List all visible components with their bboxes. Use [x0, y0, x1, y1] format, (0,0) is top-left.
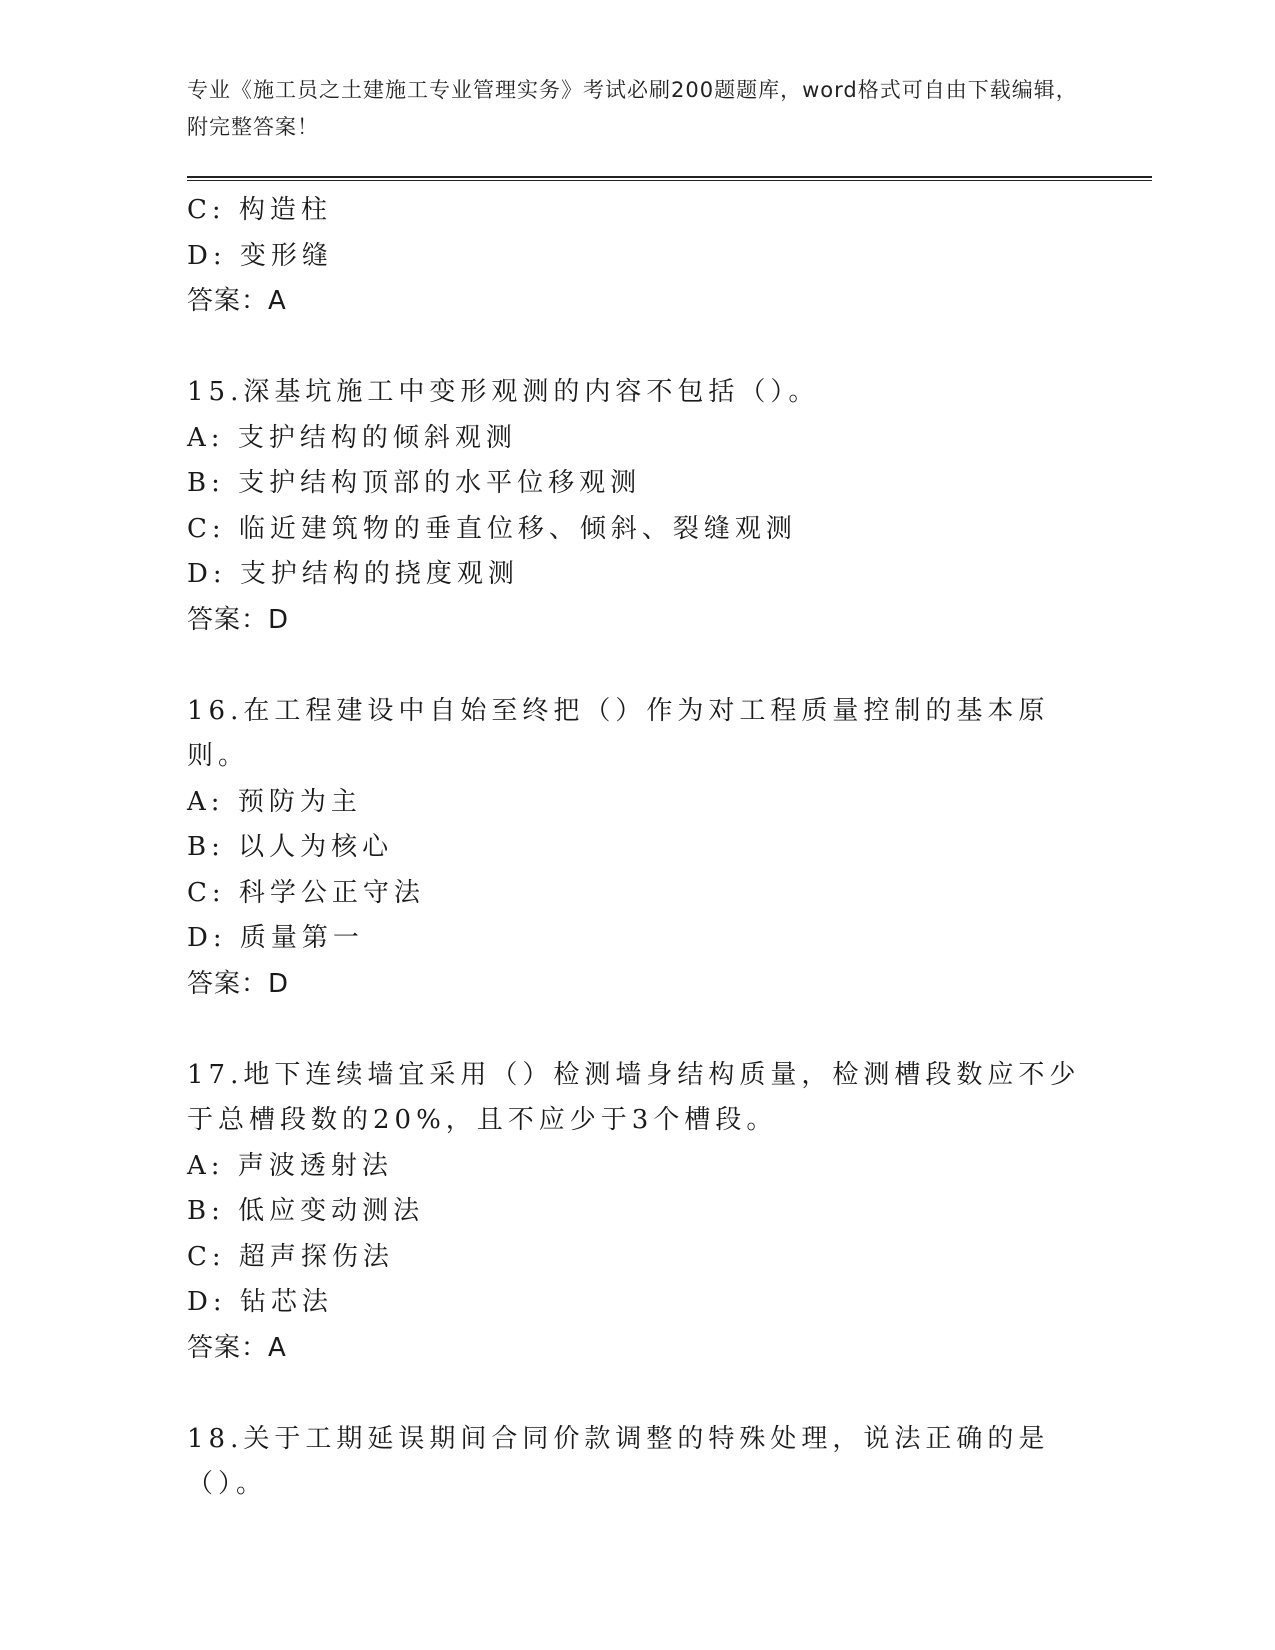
option-label: B: [187, 1196, 225, 1226]
option-text: 科学公正守法 [238, 877, 425, 908]
option-text: 钻芯法 [239, 1287, 333, 1317]
option-d [187, 1280, 1147, 1326]
option-b [187, 825, 1147, 871]
question-18 [187, 1417, 1147, 1508]
option-text: 超声探伤法 [238, 1241, 394, 1272]
option-label: A: [187, 1150, 225, 1181]
option-text: 支护结构的挠度观测 [239, 559, 519, 589]
option-text: 构造柱 [238, 195, 332, 225]
question-17 [187, 1053, 1147, 1372]
option-text: 以人为核心 [238, 832, 394, 862]
option-text: 支护结构顶部的水平位移观测 [238, 468, 642, 498]
option-b [187, 461, 1147, 507]
question-number: 15. [187, 377, 244, 407]
option-d [187, 916, 1147, 962]
answer-line: 答案：A [187, 286, 287, 316]
question-15 [187, 370, 1147, 643]
option-label: D: [187, 1287, 227, 1317]
option-a [187, 1144, 1147, 1190]
question-text: 地下连续墙宜采用（）检测墙身结构质量，检测槽段数应不少于总槽段数的20%，且不应少于3个槽段。 [187, 1059, 1081, 1135]
answer-line: 答案：D [187, 604, 290, 635]
option-text: 临近建筑物的垂直位移、倾斜、裂缝观测 [238, 513, 797, 544]
answer-line: 答案：D [187, 968, 290, 999]
option-text: 质量第一 [239, 923, 364, 953]
option-text: 变形缝 [239, 240, 333, 271]
option-label: D: [187, 559, 227, 589]
question-number: 17. [187, 1059, 244, 1090]
option-text: 支护结构的倾斜观测 [237, 422, 517, 453]
option-text: 声波透射法 [237, 1150, 393, 1181]
previous-question-tail [187, 188, 1147, 325]
option-b [187, 1189, 1147, 1235]
option-c [187, 871, 1147, 917]
option-label: C: [187, 1241, 226, 1272]
option-a [187, 416, 1147, 462]
option-label: A: [187, 786, 225, 817]
option-label: C: [187, 513, 226, 544]
question-number: 16. [187, 695, 244, 726]
question-stem [187, 1417, 1087, 1508]
option-label: D: [187, 923, 227, 953]
option-a [187, 780, 1147, 826]
question-text: 关于工期延误期间合同价款调整的特殊处理，说法正确的是（）。 [187, 1423, 1050, 1499]
header-divider [187, 176, 1152, 181]
option-label: D: [187, 240, 227, 271]
question-text: 深基坑施工中变形观测的内容不包括（）。 [243, 377, 820, 407]
option-label: B: [187, 468, 225, 498]
option-d [187, 552, 1147, 598]
option-label: A: [187, 422, 225, 453]
option-text: 低应变动测法 [238, 1196, 425, 1226]
question-list [187, 188, 1147, 1508]
option-label: C: [187, 877, 226, 908]
document-header: 专业《施工员之土建施工专业管理实务》考试必刷200题题库，word格式可自由下载编辑，附完整答案！ [187, 78, 1078, 139]
answer-line: 答案：A [187, 1332, 287, 1363]
question-number: 18. [187, 1423, 244, 1454]
option-c [187, 507, 1147, 553]
question-16 [187, 689, 1147, 1008]
option-d [187, 234, 1147, 280]
question-stem [187, 1053, 1087, 1144]
option-text: 预防为主 [237, 786, 362, 817]
question-text: 在工程建设中自始至终把（）作为对工程质量控制的基本原则。 [187, 695, 1050, 771]
option-c [187, 188, 1147, 234]
option-c [187, 1235, 1147, 1281]
question-stem [187, 689, 1087, 780]
question-stem [187, 370, 1087, 416]
option-label: C: [187, 195, 226, 225]
option-label: B: [187, 832, 225, 862]
